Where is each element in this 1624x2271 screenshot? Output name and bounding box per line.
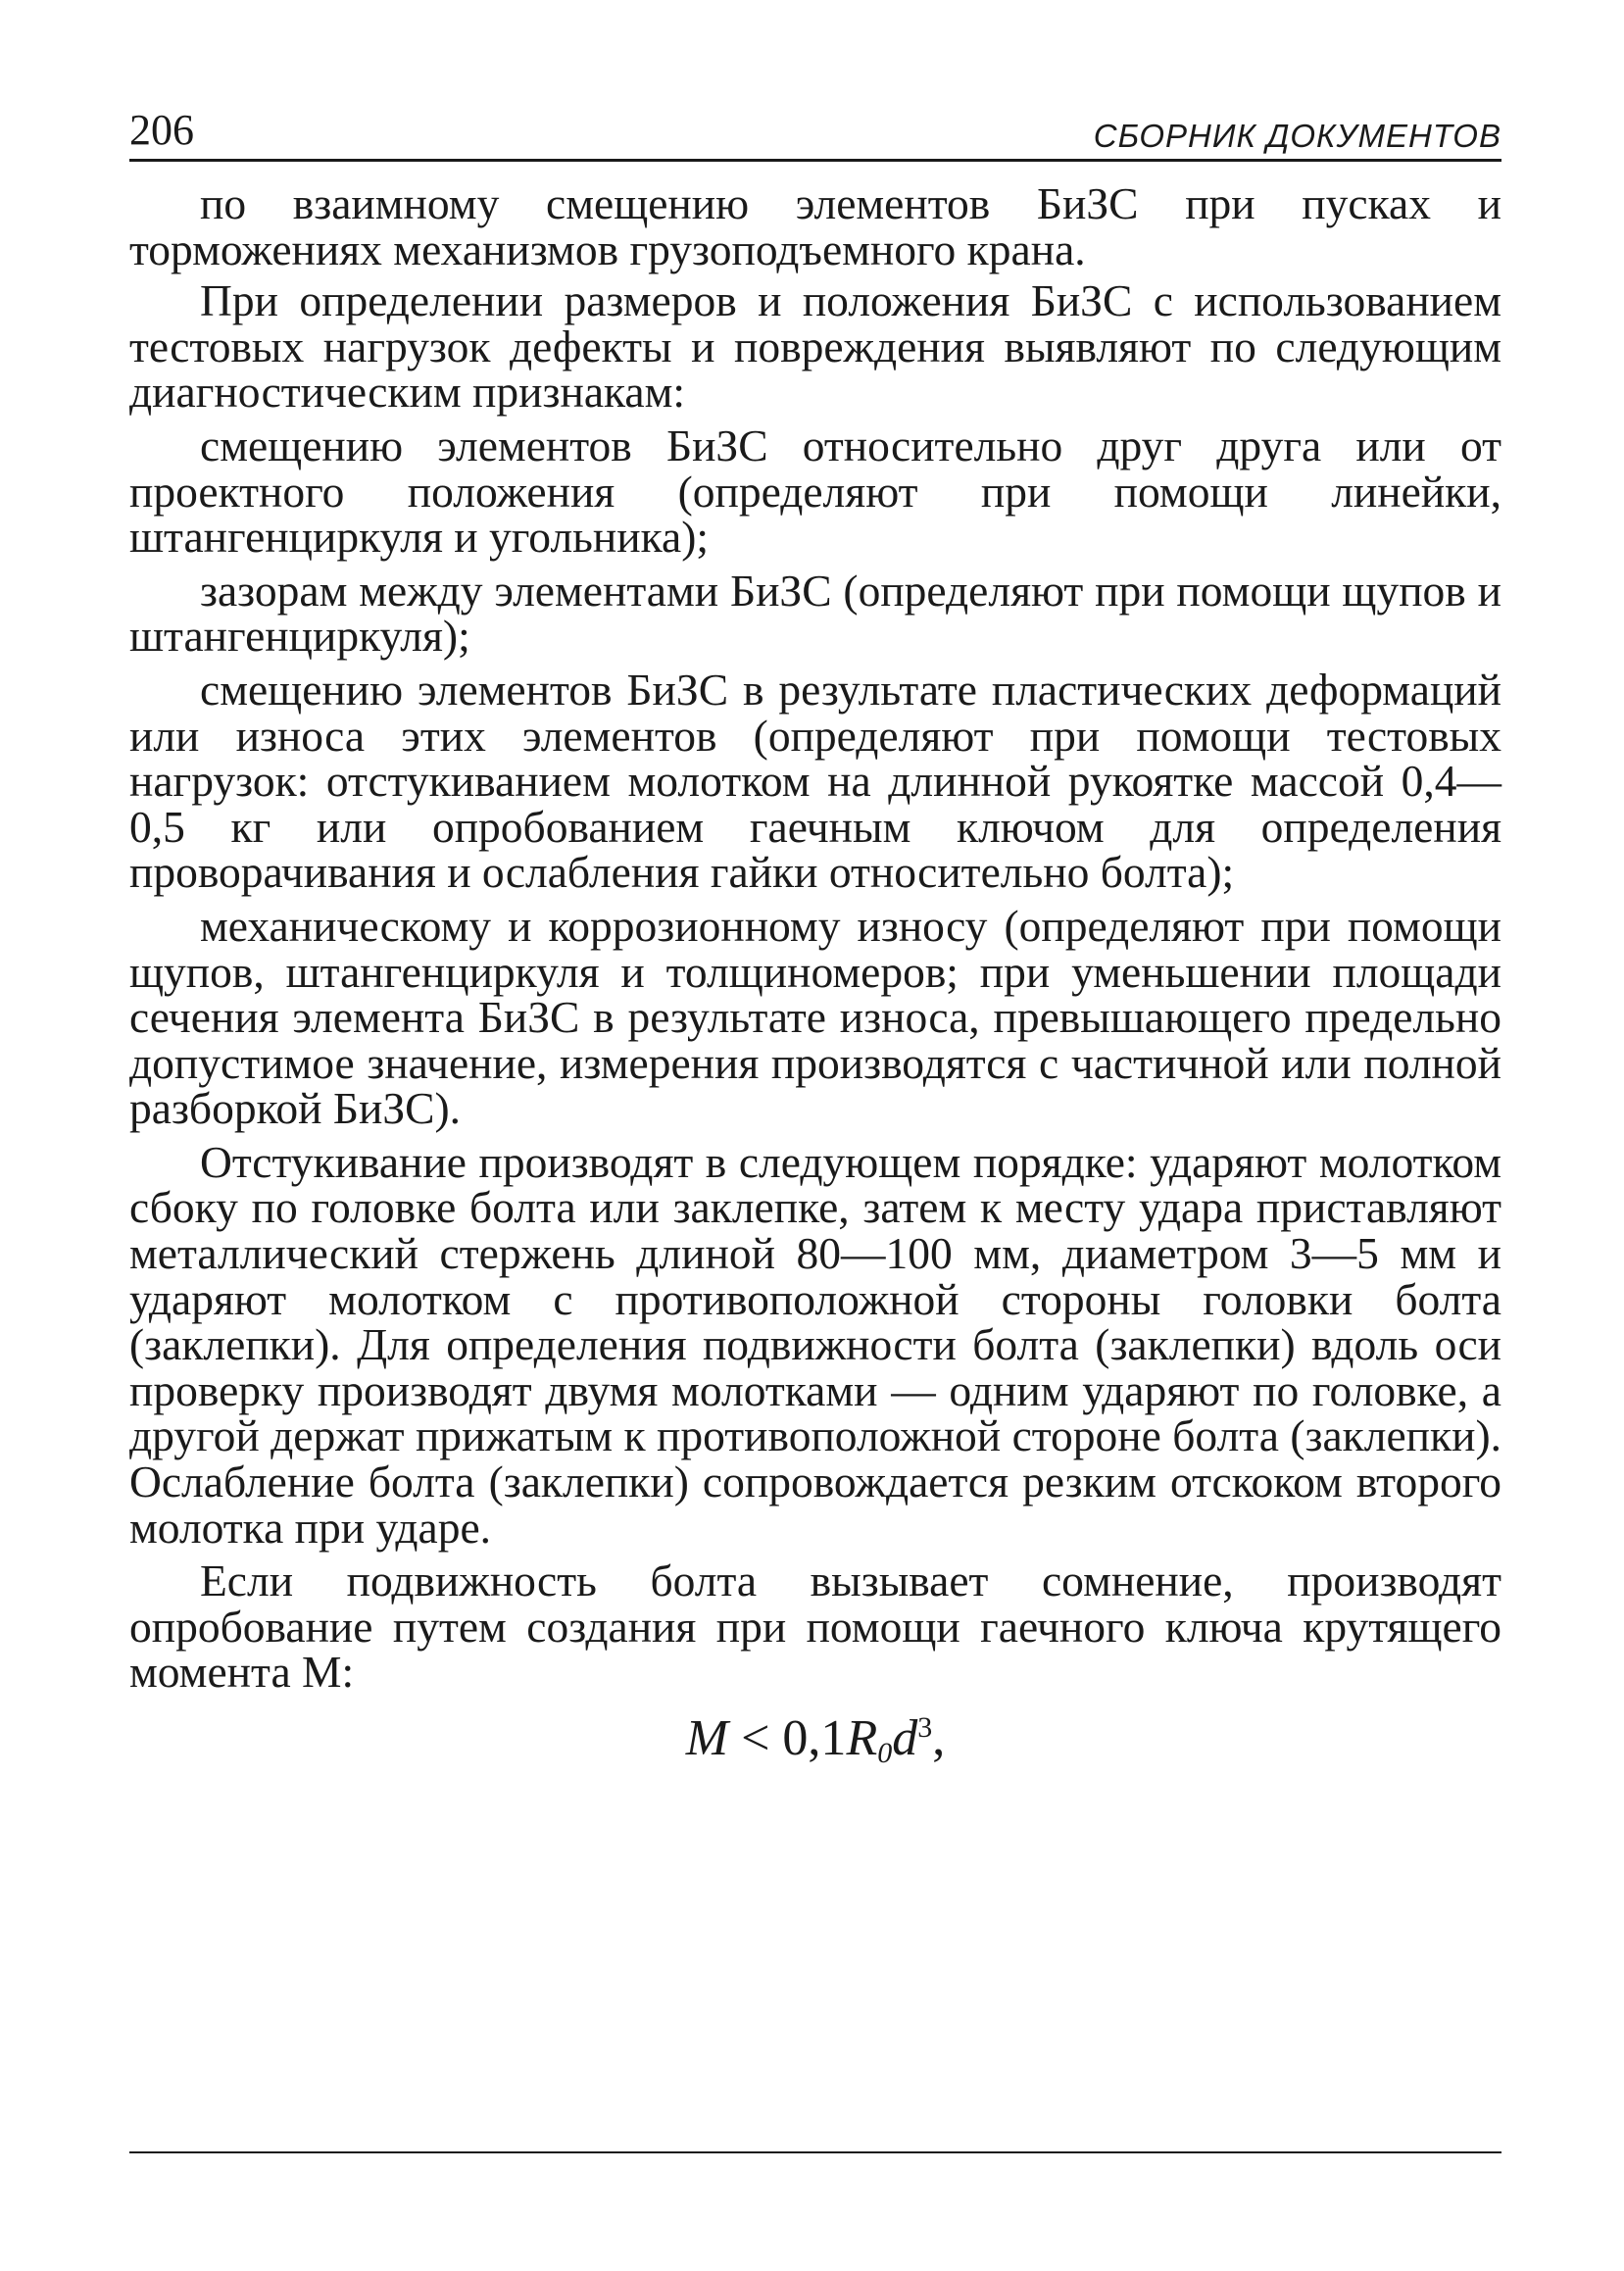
formula-r: R bbox=[846, 1710, 878, 1766]
formula-d-exponent: 3 bbox=[917, 1711, 933, 1744]
formula-tail: , bbox=[932, 1710, 946, 1766]
formula-relation: < 0,1 bbox=[728, 1710, 847, 1766]
paragraph-continuation: по взаимному смещению элементов БиЗС при пусках и торможениях механизмов грузоподъемного крана. bbox=[129, 178, 1501, 274]
footnote-rule bbox=[129, 2151, 1501, 2153]
formula-lhs: M bbox=[685, 1710, 729, 1766]
page bbox=[129, 98, 1501, 2196]
list-item-displacement: смещению элементов БиЗС относительно друг друга или от проектного положения (определяют при помощи линейки, штангенциркуля и угольника); bbox=[129, 420, 1501, 563]
list-item-deformation: смещению элементов БиЗС в результате пластических деформаций или износа этих элементов (определяют при помощи тестовых нагрузок: отстукиванием молотком на длинной рукоятке массой 0,4—0,5 кг или опробованием гаечным ключом для определения проворачивания и ослабления гайки относительно болта); bbox=[129, 664, 1501, 898]
formula-r-subscript: 0 bbox=[877, 1737, 893, 1769]
list-item-wear: механическому и коррозионному износу (определяют при помощи щупов, штангенциркуля и толщиномеров; при уменьшении площади сечения элемента БиЗС в результате износа, превышающего предельно допустимое значение, измерения производятся с частичной или полной разборкой БиЗС). bbox=[129, 900, 1501, 1134]
body-text bbox=[129, 178, 1501, 1769]
paragraph-intro: При определении размеров и положения БиЗС с использованием тестовых нагрузок дефекты и повреждения выявляют по следующим диагностическим признакам: bbox=[129, 275, 1501, 418]
paragraph-torque: Если подвижность болта вызывает сомнение, производят опробование путем создания при помощи гаечного ключа крутящего момента М: bbox=[129, 1555, 1501, 1698]
list-item-gaps: зазорам между элементами БиЗС (определяют при помощи щупов и штангенциркуля); bbox=[129, 565, 1501, 662]
paragraph-tapping: Отстукивание производят в следующем порядке: ударяют молотком сбоку по головке болта или заклепке, затем к месту удара приставляют металлический стержень длиной 80—100 мм, диаметром 3—5 мм и ударяют молотком с противоположной стороны головки болта (заклепки). Для определения подвижности болта (заклепки) вдоль оси проверку производят двумя молотками — одним ударяют по головке, а другой держат прижатым к противоположной стороне болта (заклепки). Ослабление болта (заклепки) сопровождается резким отскоком второго молотка при ударе. bbox=[129, 1136, 1501, 1553]
running-title: СБОРНИК ДОКУМЕНТОВ bbox=[1093, 118, 1501, 154]
running-head bbox=[129, 98, 1501, 162]
page-number: 206 bbox=[129, 106, 194, 154]
formula bbox=[129, 1709, 1501, 1768]
formula-d: d bbox=[892, 1710, 918, 1766]
